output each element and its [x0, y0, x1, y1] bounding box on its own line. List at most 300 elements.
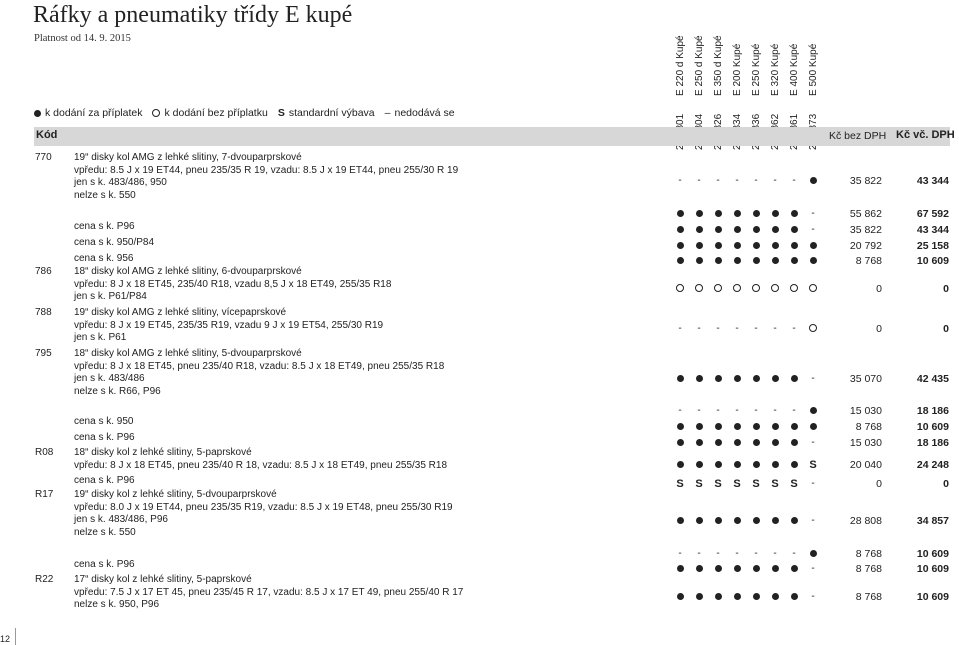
availability-cell: - [792, 175, 796, 186]
filled-dot-icon [753, 423, 760, 430]
availability-cell [749, 283, 763, 295]
filled-dot-icon [677, 439, 684, 446]
filled-dot-icon [715, 423, 722, 430]
price-incl-vat: 18 186 [916, 437, 949, 449]
price-excl-vat: 35 822 [849, 224, 882, 236]
filled-dot-icon [734, 242, 741, 249]
row-text: cena s k. P96 [74, 432, 135, 443]
standard-symbol: S [771, 478, 779, 490]
filled-dot-icon [772, 593, 779, 600]
availability-cell [711, 283, 725, 295]
availability-cell [768, 208, 782, 220]
availability-cell [673, 373, 687, 385]
availability-cell [692, 591, 706, 603]
price-excl-vat: 35 070 [849, 373, 882, 385]
availability-cell [749, 437, 763, 449]
availability-cell [711, 437, 725, 449]
model-name: E 250 d Kupé [694, 35, 705, 96]
filled-dot-icon [715, 517, 722, 524]
filled-dot-icon [734, 423, 741, 430]
availability-cell [787, 515, 801, 527]
hollow-dot-icon [790, 284, 798, 292]
row-text: cena s k. 950 [74, 416, 134, 427]
filled-dot-icon [715, 461, 722, 468]
filled-dot-icon [677, 257, 684, 264]
header-price-excl: Kč bez DPH [829, 130, 887, 142]
filled-dot-icon [791, 439, 798, 446]
availability-cell [768, 478, 782, 490]
availability-cell [692, 373, 706, 385]
availability-cell [787, 421, 801, 433]
filled-dot-icon [753, 257, 760, 264]
row-text: 19“ disky kol AMG z lehké slitiny, 7-dvouparprskové [74, 152, 302, 163]
header-price-incl: Kč vč. DPH [896, 129, 955, 141]
availability-cell [673, 563, 687, 575]
row-code: 795 [35, 348, 52, 359]
price-excl-vat: 35 822 [849, 175, 882, 187]
availability-cell: - [697, 405, 701, 416]
availability-cell [692, 563, 706, 575]
model-name: E 320 Kupé [770, 43, 781, 96]
hollow-dot-icon [752, 284, 760, 292]
filled-dot-icon [791, 423, 798, 430]
filled-dot-icon [772, 226, 779, 233]
availability-cell [692, 421, 706, 433]
standard-symbol: S [809, 459, 817, 471]
row-text: 19“ disky kol z lehké slitiny, 5-dvouparprskové [74, 489, 277, 500]
availability-cell: - [735, 548, 739, 559]
hollow-dot-icon [733, 284, 741, 292]
filled-dot-icon [772, 439, 779, 446]
filled-dot-icon [734, 461, 741, 468]
row-text: jen s k. 483/486, 950 [74, 177, 167, 188]
availability-cell [730, 255, 744, 267]
header-kod: Kód [36, 129, 58, 141]
row-text: jen s k. P61 [74, 332, 127, 343]
model-name: E 350 d Kupé [713, 35, 724, 96]
availability-cell: - [811, 208, 815, 219]
legend-extra: k dodání za příplatek [45, 107, 143, 119]
filled-dot-icon [696, 423, 703, 430]
legend-std: standardní výbava [288, 107, 375, 119]
filled-dot-icon [715, 210, 722, 217]
availability-cell [768, 421, 782, 433]
availability-cell [768, 459, 782, 471]
filled-dot-icon [791, 226, 798, 233]
filled-dot-icon [696, 257, 703, 264]
availability-cell: - [773, 405, 777, 416]
standard-symbol: S [676, 478, 684, 490]
price-excl-vat: 28 808 [849, 515, 882, 527]
filled-dot-icon [753, 226, 760, 233]
price-incl-vat: 43 344 [916, 224, 949, 236]
price-excl-vat: 0 [876, 283, 882, 295]
availability-cell [730, 373, 744, 385]
filled-dot-icon [696, 210, 703, 217]
price-incl-vat: 10 609 [916, 591, 949, 603]
page-subtitle: Platnost od 14. 9. 2015 [34, 33, 131, 44]
filled-dot-icon [734, 257, 741, 264]
filled-dot-icon [772, 242, 779, 249]
availability-cell [692, 240, 706, 252]
hollow-dot-icon [676, 284, 684, 292]
price-incl-vat: 0 [943, 323, 949, 335]
filled-dot-icon [715, 257, 722, 264]
price-incl-vat: 10 609 [916, 255, 949, 267]
hollow-dot-icon [695, 284, 703, 292]
filled-dot-icon [696, 226, 703, 233]
row-text: jen s k. 483/486, P96 [74, 514, 168, 525]
availability-cell: - [716, 405, 720, 416]
availability-cell [749, 421, 763, 433]
price-excl-vat: 15 030 [849, 437, 882, 449]
filled-dot-icon [791, 375, 798, 382]
availability-cell [730, 563, 744, 575]
availability-cell [749, 373, 763, 385]
price-excl-vat: 55 862 [849, 208, 882, 220]
availability-cell [730, 591, 744, 603]
availability-cell: - [754, 405, 758, 416]
legend-na-symbol: – [384, 107, 391, 119]
row-text: 18“ disky kol AMG z lehké slitiny, 5-dvouparprskové [74, 348, 302, 359]
price-incl-vat: 10 609 [916, 421, 949, 433]
filled-dot-icon [677, 375, 684, 382]
filled-dot-icon [791, 257, 798, 264]
availability-cell: - [811, 563, 815, 574]
price-incl-vat: 24 248 [916, 459, 949, 471]
filled-dot-icon [753, 439, 760, 446]
filled-dot-icon [753, 210, 760, 217]
availability-cell: - [678, 405, 682, 416]
price-excl-vat: 20 040 [849, 459, 882, 471]
availability-cell: - [811, 373, 815, 384]
row-text: nelze s k. R66, P96 [74, 385, 161, 397]
row-text: 18“ disky kol z lehké slitiny, 5-paprskové [74, 447, 252, 458]
model-name: E 250 Kupé [751, 43, 762, 96]
availability-cell: - [754, 323, 758, 334]
availability-cell [692, 437, 706, 449]
filled-dot-icon [715, 242, 722, 249]
filled-dot-icon [34, 110, 41, 117]
filled-dot-icon [696, 593, 703, 600]
availability-cell: - [811, 591, 815, 602]
availability-cell: - [792, 548, 796, 559]
row-code: 770 [35, 152, 52, 163]
filled-dot-icon [791, 242, 798, 249]
row-text: vpředu: 7.5 J x 17 ET 45, pneu 235/45 R 17, vzadu: 8.5 J x 17 ET 49, pneu 255/40 R 17 [74, 586, 464, 598]
availability-cell [730, 515, 744, 527]
availability-cell [787, 563, 801, 575]
availability-cell: - [716, 548, 720, 559]
filled-dot-icon [753, 375, 760, 382]
availability-cell: - [792, 405, 796, 416]
filled-dot-icon [677, 226, 684, 233]
filled-dot-icon [753, 242, 760, 249]
filled-dot-icon [753, 517, 760, 524]
price-excl-vat: 0 [876, 478, 882, 490]
row-code: R17 [35, 489, 54, 500]
filled-dot-icon [677, 210, 684, 217]
availability-cell [711, 255, 725, 267]
filled-dot-icon [772, 423, 779, 430]
price-incl-vat: 0 [943, 478, 949, 490]
availability-cell [673, 283, 687, 295]
filled-dot-icon [791, 565, 798, 572]
availability-cell: - [811, 515, 815, 526]
availability-cell [711, 515, 725, 527]
availability-cell [768, 563, 782, 575]
availability-cell [711, 421, 725, 433]
availability-cell: - [811, 224, 815, 235]
filled-dot-icon [772, 257, 779, 264]
price-excl-vat: 8 768 [855, 421, 882, 433]
filled-dot-icon [791, 517, 798, 524]
availability-cell [692, 224, 706, 236]
availability-cell [768, 255, 782, 267]
table-header-bar [34, 127, 950, 146]
row-text: nelze s k. 550 [74, 189, 136, 201]
availability-cell [730, 283, 744, 295]
availability-cell: - [716, 175, 720, 186]
price-incl-vat: 10 609 [916, 548, 949, 560]
price-incl-vat: 25 158 [916, 240, 949, 252]
filled-dot-icon [753, 593, 760, 600]
legend-na: nedodává se [394, 107, 455, 119]
availability-cell [692, 515, 706, 527]
availability-cell [673, 437, 687, 449]
availability-cell [749, 478, 763, 490]
filled-dot-icon [696, 439, 703, 446]
availability-cell [673, 591, 687, 603]
filled-dot-icon [696, 517, 703, 524]
availability-cell: - [811, 437, 815, 448]
price-excl-vat: 8 768 [855, 255, 882, 267]
row-text: cena s k. P96 [74, 559, 135, 570]
availability-cell [787, 224, 801, 236]
price-excl-vat: 8 768 [855, 563, 882, 575]
availability-cell [768, 224, 782, 236]
availability-cell [749, 515, 763, 527]
row-text: vpředu: 8.0 J x 19 ET44, pneu 235/35 R19, vzadu: 8.5 J x 19 ET48, pneu 255/30 R19 [74, 501, 453, 513]
availability-cell: - [735, 323, 739, 334]
filled-dot-icon [715, 226, 722, 233]
availability-cell: - [735, 175, 739, 186]
filled-dot-icon [677, 517, 684, 524]
availability-cell [673, 208, 687, 220]
filled-dot-icon [696, 242, 703, 249]
filled-dot-icon [715, 439, 722, 446]
filled-dot-icon [791, 593, 798, 600]
row-text: cena s k. 950/P84 [74, 237, 155, 248]
price-excl-vat: 8 768 [855, 591, 882, 603]
availability-cell [673, 421, 687, 433]
filled-dot-icon [677, 593, 684, 600]
availability-cell [730, 478, 744, 490]
model-name: E 200 Kupé [732, 43, 743, 96]
filled-dot-icon [791, 210, 798, 217]
row-code: R08 [35, 447, 54, 458]
standard-symbol: S [695, 478, 703, 490]
availability-cell [692, 283, 706, 295]
filled-dot-icon [677, 242, 684, 249]
availability-cell [749, 591, 763, 603]
price-incl-vat: 10 609 [916, 563, 949, 575]
availability-cell [673, 459, 687, 471]
standard-symbol: S [714, 478, 722, 490]
filled-dot-icon [772, 565, 779, 572]
hollow-dot-icon [714, 284, 722, 292]
availability-cell [787, 591, 801, 603]
price-excl-vat: 15 030 [849, 405, 882, 417]
price-excl-vat: 0 [876, 323, 882, 335]
availability-cell [730, 459, 744, 471]
availability-cell [692, 255, 706, 267]
availability-cell: - [678, 548, 682, 559]
availability-cell [768, 515, 782, 527]
row-text: cena s k. P96 [74, 475, 135, 486]
availability-cell [749, 208, 763, 220]
filled-dot-icon [734, 375, 741, 382]
availability-cell [730, 240, 744, 252]
page-title: Ráfky a pneumatiky třídy E kupé [33, 2, 353, 28]
availability-cell [711, 459, 725, 471]
filled-dot-icon [772, 210, 779, 217]
availability-cell [692, 478, 706, 490]
row-text: vpředu: 8 J x 18 ET45, pneu 235/40 R18, vzadu: 8.5 J x 18 ET49, pneu 255/35 R18 [74, 360, 445, 372]
availability-cell: - [754, 175, 758, 186]
standard-symbol: S [752, 478, 760, 490]
filled-dot-icon [734, 439, 741, 446]
availability-cell [749, 563, 763, 575]
price-incl-vat: 0 [943, 283, 949, 295]
filled-dot-icon [677, 461, 684, 468]
filled-dot-icon [696, 461, 703, 468]
availability-cell [711, 563, 725, 575]
standard-symbol: S [733, 478, 741, 490]
row-text: cena s k. 956 [74, 253, 134, 264]
filled-dot-icon [715, 565, 722, 572]
availability-cell [749, 255, 763, 267]
availability-cell [711, 591, 725, 603]
row-text: jen s k. P61/P84 [74, 291, 147, 302]
availability-cell [787, 208, 801, 220]
availability-cell: - [735, 405, 739, 416]
availability-cell: - [773, 175, 777, 186]
availability-cell [673, 255, 687, 267]
availability-cell [787, 373, 801, 385]
availability-cell [787, 255, 801, 267]
availability-cell [768, 240, 782, 252]
availability-cell [787, 459, 801, 471]
availability-cell [711, 240, 725, 252]
price-excl-vat: 20 792 [849, 240, 882, 252]
filled-dot-icon [677, 565, 684, 572]
availability-cell [768, 437, 782, 449]
standard-symbol: S [790, 478, 798, 490]
legend-free: k dodání bez příplatku [164, 107, 268, 119]
legend-std-symbol: S [277, 107, 285, 119]
availability-cell [787, 240, 801, 252]
price-incl-vat: 34 857 [916, 515, 949, 527]
availability-cell [749, 459, 763, 471]
row-text: 17“ disky kol z lehké slitiny, 5-paprskové [74, 574, 252, 585]
row-text: nelze s k. 950, P96 [74, 599, 160, 610]
availability-cell [730, 208, 744, 220]
hollow-dot-icon [152, 109, 160, 117]
filled-dot-icon [772, 375, 779, 382]
row-text: vpředu: 8 J x 18 ET45, pneu 235/40 R 18, vzadu: 8.5 J x 18 ET49, pneu 255/35 R18 [74, 459, 448, 471]
filled-dot-icon [696, 565, 703, 572]
row-text: vpředu: 8.5 J x 19 ET44, pneu 235/35 R 19, vzadu: 8.5 J x 19 ET44, pneu 255/30 R 19 [74, 164, 459, 176]
page-number: 12 [0, 634, 11, 644]
price-incl-vat: 18 186 [916, 405, 949, 417]
filled-dot-icon [753, 565, 760, 572]
availability-cell [768, 373, 782, 385]
availability-cell [730, 437, 744, 449]
availability-cell [787, 437, 801, 449]
row-text: vpředu: 8 J x 19 ET45, 235/35 R19, vzadu 9 J x 19 ET54, 255/30 R19 [74, 319, 384, 331]
availability-cell [711, 478, 725, 490]
model-name: E 400 Kupé [789, 43, 800, 96]
availability-cell [711, 373, 725, 385]
availability-cell: - [697, 323, 701, 334]
availability-cell [730, 421, 744, 433]
availability-cell [692, 208, 706, 220]
availability-cell: - [773, 323, 777, 334]
row-code: R22 [35, 574, 54, 585]
filled-dot-icon [734, 593, 741, 600]
availability-cell [673, 478, 687, 490]
filled-dot-icon [715, 593, 722, 600]
availability-cell: - [716, 323, 720, 334]
availability-cell [749, 224, 763, 236]
filled-dot-icon [734, 226, 741, 233]
model-name: E 500 Kupé [808, 43, 819, 96]
row-text: vpředu: 8 J x 18 ET45, 235/40 R18, vzadu 8,5 J x 18 ET49, 255/35 R18 [74, 278, 392, 290]
hollow-dot-icon [771, 284, 779, 292]
availability-cell [787, 283, 801, 295]
availability-cell [787, 478, 801, 490]
legend [34, 107, 455, 119]
availability-cell [749, 240, 763, 252]
filled-dot-icon [677, 423, 684, 430]
filled-dot-icon [753, 461, 760, 468]
filled-dot-icon [734, 210, 741, 217]
price-excl-vat: 8 768 [855, 548, 882, 560]
row-text: 18“ disky kol AMG z lehké slitiny, 6-dvouparprskové [74, 266, 302, 277]
filled-dot-icon [791, 461, 798, 468]
filled-dot-icon [772, 461, 779, 468]
availability-cell [673, 224, 687, 236]
price-incl-vat: 67 592 [916, 208, 949, 220]
row-text: nelze s k. 550 [74, 526, 136, 538]
availability-cell [768, 283, 782, 295]
availability-cell [673, 515, 687, 527]
filled-dot-icon [696, 375, 703, 382]
row-text: jen s k. 483/486 [74, 373, 145, 384]
availability-cell: - [773, 548, 777, 559]
availability-cell [711, 224, 725, 236]
row-text: 19“ disky kol AMG z lehké slitiny, vícepaprskové [74, 307, 287, 318]
page-divider [15, 628, 16, 645]
availability-cell [730, 224, 744, 236]
availability-cell: - [678, 323, 682, 334]
availability-cell: - [792, 323, 796, 334]
availability-cell: - [754, 548, 758, 559]
price-incl-vat: 42 435 [916, 373, 949, 385]
availability-cell: - [678, 175, 682, 186]
price-incl-vat: 43 344 [916, 175, 949, 187]
